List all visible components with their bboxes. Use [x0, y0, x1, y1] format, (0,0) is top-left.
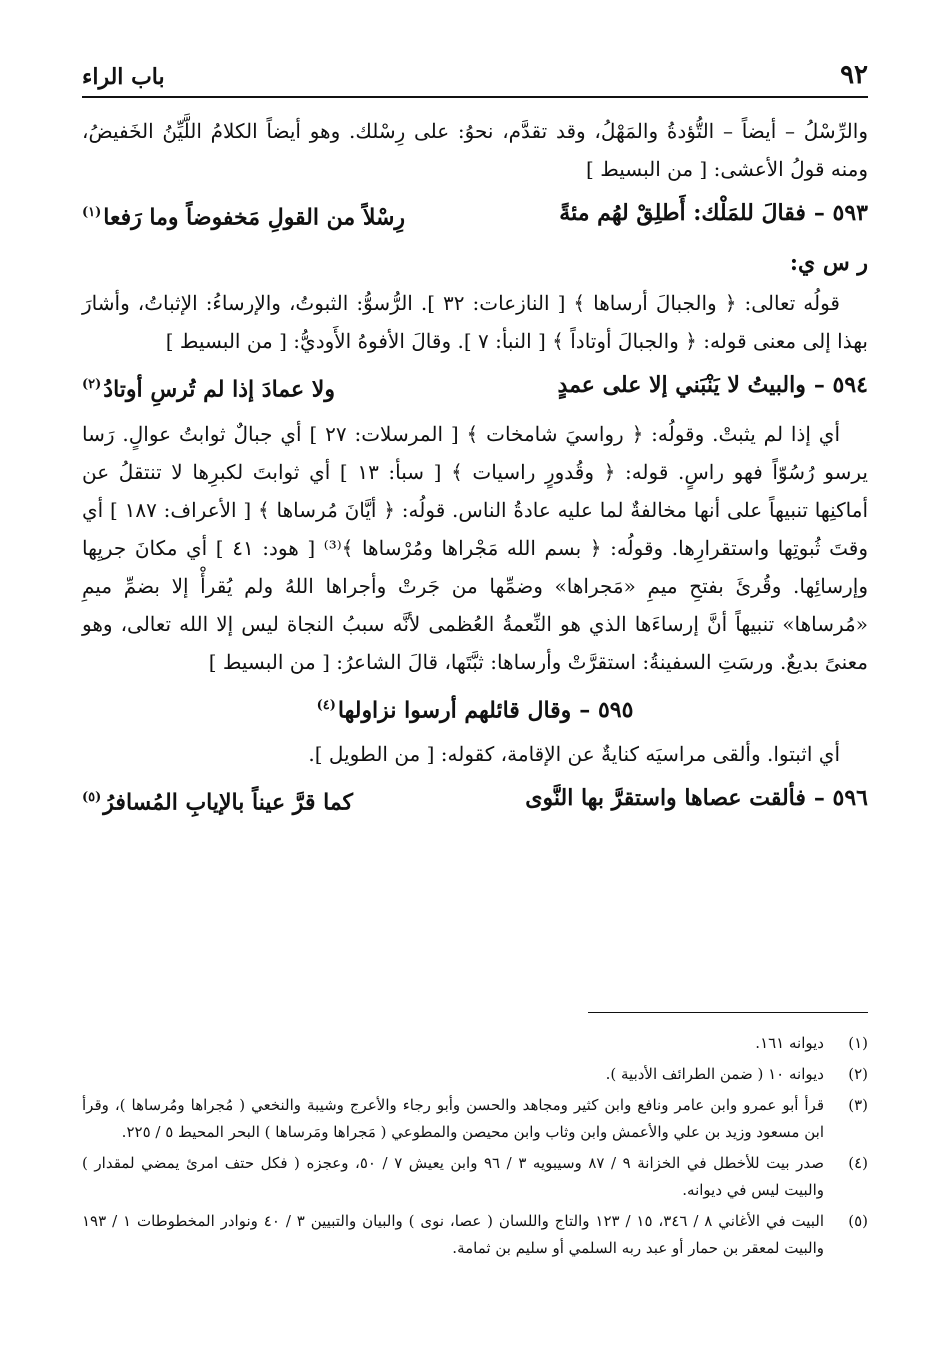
paragraph-text: أي إذا لم يثبتْ. وقولُه: ﴿ رواسيَ شامخات ﴾ [ المرسلات: ٢٧ ] أي جبالٌ ثوابتُ عوالٍ. رَسا يرسو رُسُوّاً فهو راسٍ. قوله: ﴿ وقُدورٍ راسيات ﴾ [ سبأ: ١٣ ] أي ثوابتَ لكبرِها لا تنتقلُ عن أماكنِها تنبيهاً على أنها مخالفةٌ لما عليه عادةُ الناس. قولُه: ﴿ أيَّانَ مُرساها ﴾ [ الأعراف: ١٨٧ ] أي وقتَ ثُبوتِها واستقرارِها. وقولُه: ﴿ بسم الله مَجْراها ومُرْساها ﴾⁽³⁾ [ هود: ٤١ ] أي مكانَ جريِها وإرسائِها. وقُرئَ بفتحِ ميمِ «مَجراها» وضمِّها من جَرتْ وأجراها اللهُ ولم يُقرأْ إلا بضمِّ ميمِ «مُرساها» تنبيهاً أنَّ إرساءَها الذي هو النِّعمةُ العُظمى لأنَّه سببُ النجاة ليس إلا الله تعالى، وهو معنىً بديعٌ. ورسَتِ السفينةُ: استقرَّتْ وأرساها: ثبَّتَها، قالَ الشاعرُ:	[82, 421, 869, 674]
verse-first-hemistich: ٥٩٣ –فقالَ للمَلْك: أَطلِقْ لهُم مئةً	[559, 200, 868, 226]
footnote-number: (٤)	[848, 1154, 868, 1172]
root-heading: ر س ي:	[789, 250, 868, 277]
footnote-text: البيت في الأغاني ٨ / ٣٤٦، ١٥ / ١٢٣ والتاج واللسان ( عصا، نوى ) والبيان والتبيين ٣ / ٤٠ ونوادر المخطوطات ١ / ١٩٣ والبيت لمعقر بن حمار أو عبد ربه السلمي أو سليم بن ثمامة.	[82, 1212, 825, 1257]
verse-number: ٥٩٦ –	[813, 784, 868, 811]
verse-594	[82, 362, 868, 412]
footnote-ref: (١)	[82, 205, 102, 220]
verse-number: ٥٩٥ –	[579, 696, 634, 723]
meter-label: [ من البسيط ]	[208, 649, 330, 674]
footnote-ref: (٥)	[82, 789, 102, 805]
verse-second-hemistich: ولا عمادَ إذا لم تُرسِ أوتادُ$^{(٢)}$	[82, 376, 335, 403]
verse-number: ٥٩٤ –	[813, 372, 868, 399]
verse-first-hemistich: ٥٩٦ –فألقت عصاها واستقرَّ بها النَّوى	[525, 784, 868, 811]
footnote-item	[82, 1208, 868, 1262]
verse-second-hemistich: كما قرَّ عيناً بالإيابِ المُسافرُ$^{(٥)}$	[82, 789, 354, 816]
page-number: ٩٢	[840, 60, 868, 90]
verse-first-hemistich: ٥٩٤ –والبيتُ لا يَنْبَني إلا على عمدٍ	[557, 372, 868, 399]
meter-label: [ من البسيط ]	[165, 329, 287, 354]
footnote-separator	[588, 1012, 868, 1013]
footnote-item	[82, 1092, 868, 1146]
chapter-title: باب الراء	[82, 64, 165, 90]
footnote-item	[82, 1150, 868, 1204]
verse-593	[82, 190, 868, 240]
footnote-text: ديوانه ١٦١.	[755, 1034, 824, 1052]
paragraph-rawasi	[82, 415, 868, 681]
footnote-ref: (٢)	[82, 377, 102, 393]
footnote-number: (٢)	[848, 1065, 868, 1083]
footnote-number: (٥)	[848, 1212, 868, 1230]
footnote-item	[82, 1030, 868, 1057]
paragraph-rasa	[82, 284, 868, 360]
header-rule	[82, 96, 868, 98]
footnote-number: (١)	[848, 1034, 868, 1052]
paragraph-rasl	[82, 112, 868, 188]
verse-hemistich: ٥٩٥ –وقال قائلهم أرسوا نزاولها$^{(٤)}$	[316, 696, 634, 723]
paragraph-marasi	[82, 735, 868, 773]
verse-number: ٥٩٣ –	[813, 200, 868, 226]
page-header	[82, 56, 868, 90]
paragraph-text: أي اثبتوا. وألقى مراسيَه كنايةٌ عن الإقامة، كقوله:	[440, 741, 840, 766]
paragraph-text: والرِّسْلُ – أيضاً – التُّؤدةُ والمَهْلُ، وقد تقدَّم، نحوُ: على رِسْلك. وهو أيضاً الكلامُ اللَّيِّنُ الخَفيضُ، ومنه قولُ الأعشى:	[82, 119, 868, 181]
verse-596	[82, 775, 868, 825]
footnote-item	[82, 1061, 868, 1088]
footnote-text: قرأ أبو عمرو وابن عامر ونافع وابن كثير ومجاهد والحسن وأبو رجاء والأعرج وشيبة والنخعي ( مُجراها ومُرساها )، وقرأ ابن مسعود وزيد بن علي والأعمش وابن وثاب وابن محيصن والمطوعي ( مَجراها ومَرساها ) البحر المحيط ٥ / ٢٢٥.	[82, 1096, 824, 1141]
main-text	[82, 112, 868, 827]
footnotes	[82, 1030, 868, 1266]
meter-label: [ من الطويل ].	[308, 741, 435, 766]
meter-label: [ من البسيط ]	[586, 157, 708, 181]
footnote-text: ديوانه ١٠ ( ضمن الطرائف الأدبية ).	[605, 1065, 824, 1083]
footnote-number: (٣)	[848, 1096, 868, 1114]
footnote-ref: (٤)	[316, 697, 336, 713]
verse-second-hemistich: رِسْلاً من القولِ مَخفوضاً وما رَفعا$^{(١)}$	[82, 204, 406, 231]
paragraph-text: قولُه تعالى: ﴿ والجبالَ أرساها ﴾ [ النازعات: ٣٢ ]. الرُّسوُّ: الثبوتُ، والإرساءُ: الإثباتُ، وأشارَ بهذا إلى معنى قوله: ﴿ والجبالَ أوتاداً ﴾ [ النبأ: ٧ ]. وقالَ الأفوهُ الأَوديُّ:	[82, 291, 868, 354]
verse-595	[82, 683, 868, 733]
footnote-text: صدر بيت للأخطل في الخزانة ٩ / ٨٧ وسيبويه ٣ / ٩٦ وابن يعيش ٧ / ٥٠، وعجزه ( فكل حتف امرئ يمضي لمقدار ) والبيت ليس في ديوانه.	[82, 1154, 825, 1199]
